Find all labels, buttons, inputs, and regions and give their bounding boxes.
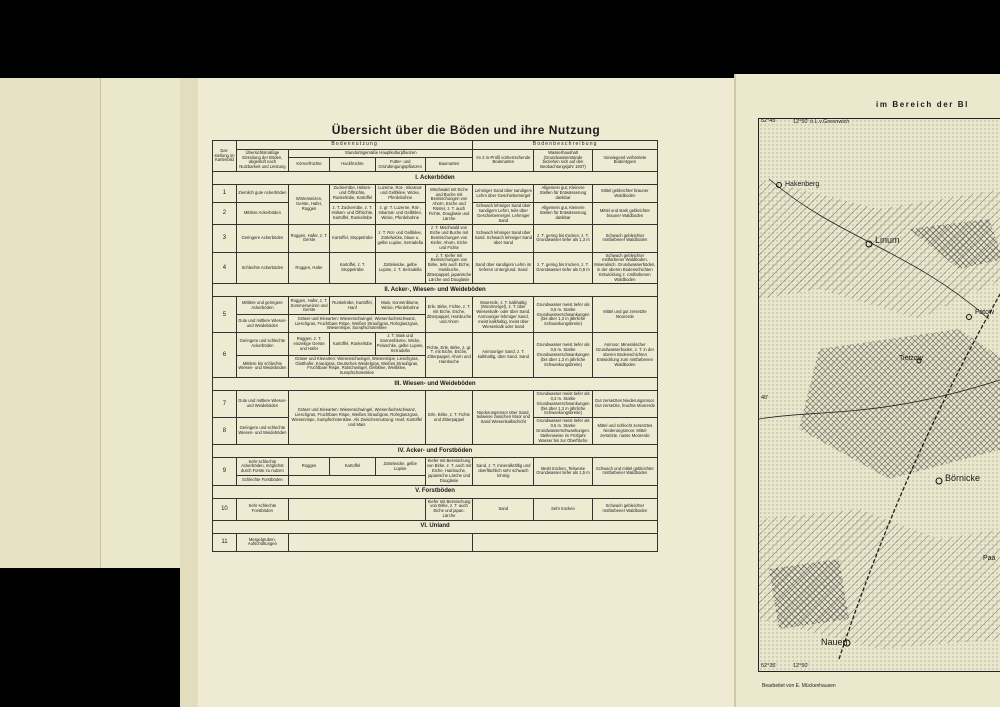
soil-class: Gute und mittlere Wiesen- und Weideböden [236,391,288,418]
map-sheet [734,74,1000,707]
cell-wasser: Allgemein gut, Kleinere Stellen für Entwässerung dankbar [534,203,593,225]
cell-profil: Sand [473,498,534,520]
cell-futter: Luzerne, Rot-, Inkarnat- und Gelbklee, Wicke, Pferdebohne [375,185,425,203]
row-number: 7 [213,391,237,418]
cell-wald: Mittel gebleichter brauner Waldboden [592,185,657,203]
cell-wasser: Grundwasser meist tiefer als 0,5 m. Starke Grundwasserschwankungen (bis über 1,3 m jährliche Schwankungsbreite) [534,333,593,378]
cell-profil: Sand über sandigem Lehm im tieferen Untergrund. Sand [473,252,534,284]
place-label: Nauen [821,637,848,647]
header-standort: Standortsgemäße Hauptkulturpflanzen [288,149,473,158]
cell-baum: z. T. Mischwald von Eiche und Buche mit Beimischungen von Kiefer, Ahorn, Eiche und Fichte [425,225,473,252]
section-title: V. Forstböden [213,485,658,498]
soil-class: Sehr schlechte Forstböden [236,498,288,520]
cell-wald: Anmoor, Mineralischer Grundwasserboden, z. T. in der oberen Bodenschichten Entwicklung zum rostfarbenen Waldboden [592,333,657,378]
row-number: 5 [213,297,237,333]
place-label: Paa [983,555,996,562]
cell-hack: z. T. Zuckerrübe, z. T. Hülsen- und Ölfrüchte, Kartoffel, Runkelrübe [330,203,376,225]
cell-baum: Fichte, Erle, Birke, z. gr. T. mit Eiche, Esche, Zitterpappel, Ahorn und Hainbuche [425,333,473,378]
header-futter: Futter- und Gründüngungspflanzen [375,158,425,172]
coord-label: 52°45' [761,118,777,124]
header-profil: Im 2 m-Profil vorherrschende Bodenarten [473,149,534,171]
soil-table [212,140,658,552]
soil-class: Mergelgruben, Aufschüttungen [236,533,288,551]
soil-map [758,118,1000,672]
cell-futter: Mais, Sonnenblume, Wicke, Pferdebohne [375,297,425,315]
section-title: IV. Acker- und Forstböden [213,445,658,458]
cell-profil: Anmooriger Sand, z. T. kalkhaltig, über Sand. Sand [473,333,534,378]
cell-koerner: Roggen, z. T. einzeilige Gerste und Hafer [288,333,329,355]
cell-wasser: Sehr trocken [534,498,593,520]
cell-wald: Gut zersetztes Niederungsmoor. Gut zersetzte, feuchte Moorerde [592,391,657,418]
cell-profil: Lehmiger Sand über sandigem Lehm über Geschiebemergel [473,185,534,203]
map-credit: Bearbeitet von E. Mückenhausen [762,683,836,689]
cell-wald: Mittel und schlecht zersetztes Niederungsmoor. Mittel zersetzte, nasse Moorerde [592,418,657,445]
cell-hack: Runkelrübe, Kartoffel, Hanf [330,297,376,315]
row-number: 9 [213,458,237,485]
soil-class: Mittlere Ackerböden [236,203,288,225]
cell-empty [288,476,425,485]
cell-profil: Sand, z. T. mineralkräftig und oberflächlich sehr schwach lehmig [473,458,534,485]
cell-koerner: Winterweizen, Gerste, Hafer, Roggen [288,185,329,225]
section-title: VI. Unland [213,520,658,533]
coord-label: 52°35' [761,663,777,669]
cell-empty [473,533,658,551]
soil-class: Sehr schlechte Ackerböden, möglichst durch Forste zu nutzen [236,458,288,476]
cell-baum: Erle, Birke, z. T. Fichte und Zitterpappel [425,391,473,445]
cell-hack: Kartoffel, Stoppelrübe [330,225,376,252]
folded-page-edge [180,78,198,707]
cell-futter: Gräser und Kleearten: Wiesenschwingel, Wiesenfuchsschwanz, Lieschgras, Fruchtbare Rispe, Weißes Straußgras, Rohrglanzgras, Wiesenrispe, Sumpfschotenklee. Als Zwischennutzung: Hanf, Kartoffel und Mais [288,391,425,445]
soil-class: Geringere und schlechte Wiesen- und Weideböden [236,418,288,445]
soil-class: Mittlere und geringere Ackerböden [236,297,288,315]
cell-wasser: Meist trocken, Teilweise Grundwasser tiefer als 1,5 m [534,458,593,485]
place-label: Linum [875,235,900,245]
header-bodennutzung: Bodennutzung [236,141,473,150]
row-number: 1 [213,185,237,203]
cell-futter: z. T. Rot- und Gelbklee, Zottelwicke, blaue u. gelbe Lupine, Serradella [375,225,425,252]
coord-label: 40' [761,395,769,401]
soil-table-sheet [198,78,734,707]
header-darstellung: Dar-stellung im Kartenbild [213,141,237,172]
row-number: 11 [213,533,237,551]
place-label: Fatow [975,309,995,316]
header-uebersicht: Übersichtsmäßige Einteilung der Böden, abgestuft nach Nutzbarkeit und Leistung [236,149,288,171]
header-koerner: Körnerfrüchte [288,158,329,172]
cell-wasser: Grundwasser meist tiefer als 0,3 m. Starke Grundwasserschwankungen (bis über 1,3 m jährliche Schwankungsbreite) [534,391,593,418]
header-baum: Baumarten [425,158,473,172]
cell-futter: Zottelwicke, gelbe Lupine, z. T. Serradella [375,252,425,284]
cell-baum: Kiefer mit Beimischung von Birke, z. T. auch Eiche und japan. Lärche [425,498,473,520]
cell-baum: z. T. Kiefer mit Beimischungen von Birke, teils auch Eiche, Hainbuche, Zitterpappel, japanische Lärche und Douglasie [425,252,473,284]
cell-profil: Schwach lehmiger Sand über Sand. Schwach lehmiger Sand über Sand [473,225,534,252]
section-title: II. Acker-, Wiesen- und Weideböden [213,284,658,297]
soil-class: Ziemlich gute Ackerböden [236,185,288,203]
cell-futter: Gräser und Kleearten: Wiesenschwingel, Wiesenrispe, Lieschgras, Glatthafer, Knaulgras, Deutsches Weidelgras, Weißes Straußgras, Fruchtbare Rispe, Rotschwingel, Gelbklee, Weißklee, Sumpfschotenklee [288,355,425,377]
cell-koerner: Roggen, Hafer, z. T. Sommerweizen und Gerste [288,297,329,315]
place-label: Börnicke [945,473,981,483]
cell-empty [288,533,473,551]
cell-baum: Mischwald mit Eiche und Buche mit Beimischungen von Ahorn, Esche und Rüster, z. T. auch Fichte, Douglasie und Lärche [425,185,473,225]
cell-futter: z. T. Mais und Sonnenblume, Wicke, Peluschke, gelbe Lupine, Serradella [375,333,425,355]
map-title: im Bereich der Bl [876,100,970,109]
cell-hack: Kartoffel, z. T. Stoppelrübe [330,252,376,284]
section-title: III. Wiesen- und Weideböden [213,378,658,391]
row-number: 8 [213,418,237,445]
cell-hack: Kartoffel, Runkelrübe [330,333,376,355]
cell-futter: Zottelwicke, gelbe Lupine [375,458,425,476]
page-title: Übersicht über die Böden und ihre Nutzung [331,123,601,137]
row-number: 2 [213,203,237,225]
cell-koerner: Roggen [288,458,329,476]
soil-class: Geringere Ackerböden [236,225,288,252]
cell-wasser: Grundwasser meist tiefer als 0,5 m. Starke Grundwasserschwankungen. Stellenweise im Frühjahr Wasser bis zur Oberfläche [534,418,593,445]
header-wasser: Wasserhaushalt (Grundwasserstände beziehen sich auf den Beobachtungsjahr 1937) [534,149,593,171]
cell-wald: Schwach gebleichter rostfarbener Waldboden [592,498,657,520]
coord-label: 12°50' ö.L.v.Greenwich [793,119,850,125]
cell-hack: Kartoffel [330,458,376,476]
header-bodenbeschreibung: Bodenbeschreibung [473,141,658,150]
soil-class: Schlechte Forstböden [236,476,288,485]
coord-label: 12°50' [793,663,809,669]
cell-wasser: z. T. gering bis trocken, z. T. Grundwasser tiefer als 1,3 m [534,225,593,252]
cell-baum: Kiefer mit Beimischung von Birke, z. T. auch mit Eiche, Hainbuche, japanische Lärche und Douglasie [425,458,473,485]
place-label: Hakenberg [785,181,820,188]
cell-wald: Schwach gebleichter rostfarbener Waldboden. Mineralisch. Grundwasserböden, in der oberen Bodenschichten Entwicklung z. rostfarbenen Waldboden [592,252,657,284]
cell-wald: Mittel und stark gebleichter brauner Waldboden [592,203,657,225]
row-number: 4 [213,252,237,284]
cell-koerner: Roggen, Hafer [288,252,329,284]
cell-koerner: Roggen, Hafer, z. T. Gerste [288,225,329,252]
cell-profil: Schwach lehmiger Sand über sandigem Lehm, teils über Geschiebemergel. Lehmiger Sand [473,203,534,225]
place-label: Tietzow [899,355,923,362]
folded-page-middle [100,78,181,568]
header-wald: Vorwiegend verbreitete Bodentypen [592,149,657,171]
cell-profil: Niederungsmoor über Sand, teilweise zwischen Moor und Sand Wiesenkalkschicht [473,391,534,445]
cell-futter: Gräser und Kleearten: Wiesenschwingel, Wiesenfuchsschwanz, Lieschgras, Fruchtbare Rispe, Weißes Straußgras, Rohrglanzgras, Wiesenrispe, Sumpfschotenklee [288,315,425,333]
cell-profil: Moorerde, z. T. kalkhaltig (Moormergel), z. T. über Wiesenkalk- oder über Sand. Anmooriger lehmiger Sand, meist kalkhaltig, meist über Wiesenkalk oder Sand [473,297,534,333]
cell-futter: z. gr. T. Luzerne, Rot-, Inkarnat- und Gelbklee, Wicke, Pferdebohne [375,203,425,225]
soil-class: Geringere und schlechte Ackerböden [236,333,288,355]
map-area-cross-hatched [769,559,849,629]
folded-page-left [0,78,100,568]
cell-wasser: Grundwasser meist tiefer als 0,5 m. Starke Grundwasserschwankungen (bis über 1,3 m jährliche Schwankungsbreite) [534,297,593,333]
cell-wasser: z. T. gering bis trocken, z. T. Grundwasser tiefer als 0,8 m [534,252,593,284]
map-graphic [759,119,1000,671]
row-number: 3 [213,225,237,252]
soil-class: Mittlere bis schlechte Wiesen- und Weideböden [236,355,288,377]
cell-wald: Mittel und gut zersetzte Moorerde [592,297,657,333]
header-hack: Hackfrüchte [330,158,376,172]
row-number: 6 [213,333,237,378]
cell-baum: Erle, Birke, Fichte, z. T. mit Eiche, Esche, Zitterpappel, Hainbuche und Ahorn [425,297,473,333]
cell-empty [288,498,425,520]
section-title: I. Ackerböden [213,172,658,185]
cell-wald: Schwach gebleichter rostfarbener Waldboden [592,225,657,252]
row-number: 10 [213,498,237,520]
soil-class: Gute und mittlere Wiesen- und Weideböden [236,315,288,333]
cell-hack: Zuckerrübe, Hülsen- und Ölfrüchte, Runkelrübe, Kartoffel [330,185,376,203]
cell-wald: Schwach und mittel gebleichter rostfarbener Waldboden [592,458,657,485]
cell-wasser: Allgemein gut, Kleinere Stellen für Entwässerung dankbar [534,185,593,203]
soil-class: Schlechte Ackerböden [236,252,288,284]
